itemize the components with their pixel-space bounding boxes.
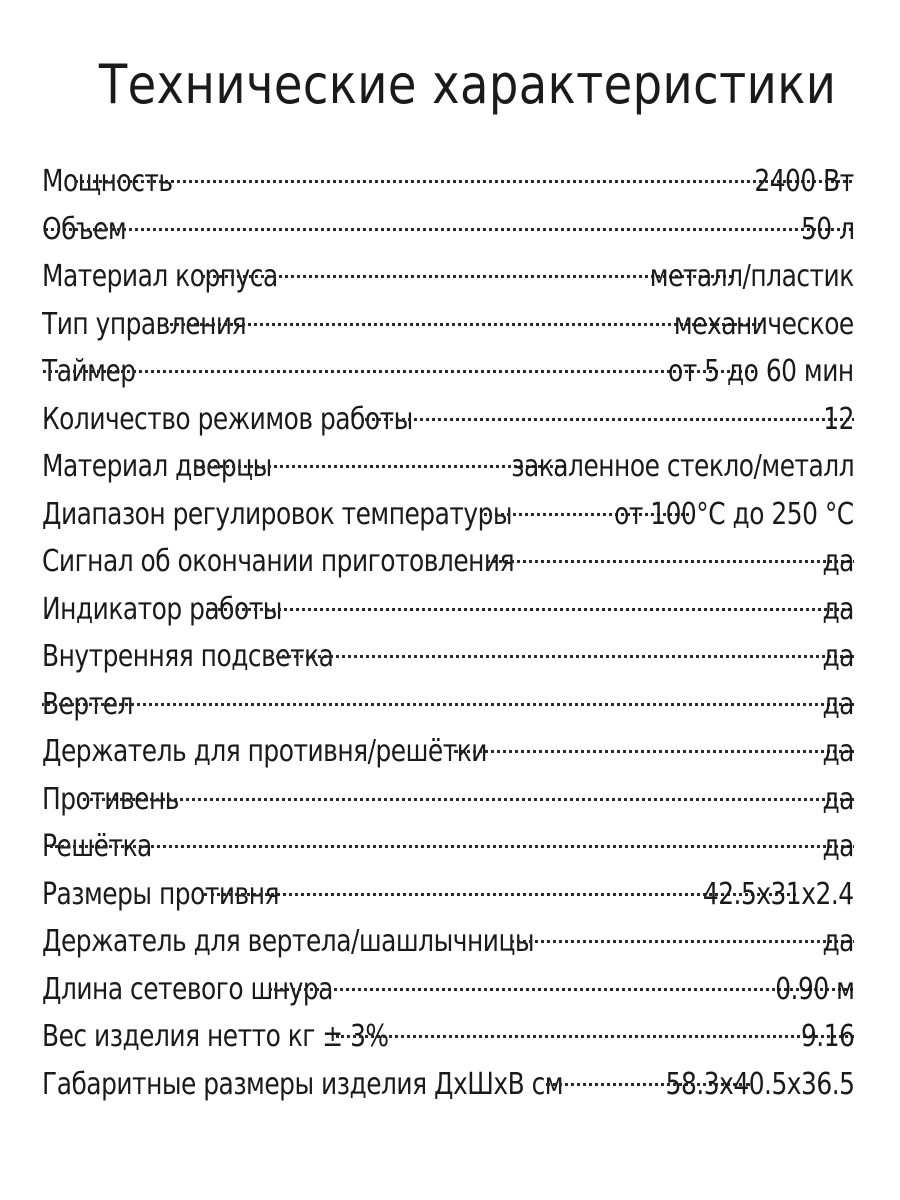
spec-row-tray-holder xyxy=(42,728,854,776)
dot-leader xyxy=(269,988,854,991)
spec-label: Индикатор работы xyxy=(42,591,282,627)
spec-label: Длина сетевого шнура xyxy=(42,971,333,1007)
spec-value: 12 xyxy=(823,401,854,437)
dot-leader xyxy=(42,370,754,373)
spec-label: Противень xyxy=(42,781,179,817)
spec-value: да xyxy=(822,734,854,769)
spec-label: Вес изделия нетто кг ± 3% xyxy=(42,1019,389,1054)
spec-row-volume xyxy=(42,206,854,254)
spec-value: да xyxy=(822,924,854,959)
spec-label: Размеры противня xyxy=(42,876,279,912)
spec-label: Решётка xyxy=(42,829,152,864)
spec-label: Диапазон регулировок температуры xyxy=(42,496,513,532)
spec-value: да xyxy=(822,591,854,627)
spec-label: Материал корпуса xyxy=(42,259,278,294)
spec-row-cord-length xyxy=(42,966,854,1014)
spec-row-control-type xyxy=(42,301,854,349)
dot-leader xyxy=(50,845,854,848)
spec-value: 42.5х31х2.4 xyxy=(703,876,854,912)
dot-leader xyxy=(207,608,854,611)
dot-leader xyxy=(511,940,854,943)
spec-value: 9.16 xyxy=(800,1019,854,1054)
dot-leader xyxy=(83,798,854,801)
spec-row-dimensions xyxy=(42,1061,854,1109)
dot-leader xyxy=(487,560,854,563)
spec-value: металл/пластик xyxy=(650,259,854,294)
spec-label: Держатель для противня/решётки xyxy=(42,734,487,769)
spec-row-indicator xyxy=(42,586,854,634)
spec-value: 50 л xyxy=(800,211,854,247)
spec-row-rotisserie xyxy=(42,681,854,729)
spec-value: закаленное стекло/металл xyxy=(511,449,854,484)
spec-value: да xyxy=(822,639,854,674)
spec-value: 0.90 м xyxy=(774,971,854,1007)
spec-row-power xyxy=(42,158,854,206)
spec-row-end-signal xyxy=(42,538,854,586)
spec-label: Вертел xyxy=(42,686,133,722)
spec-row-temperature-range xyxy=(42,491,854,539)
spec-label: Количество режимов работы xyxy=(42,401,413,437)
spec-value: от 100°С до 250 °С xyxy=(614,496,854,532)
spec-value: 58.3х40.5х36.5 xyxy=(665,1066,854,1102)
spec-value: 2400 Вт xyxy=(754,164,854,199)
spec-row-tray xyxy=(42,776,854,824)
spec-row-tray-size xyxy=(42,871,854,919)
spec-label: Держатель для вертела/шашлычницы xyxy=(42,924,535,959)
page-title: Технические характеристики xyxy=(98,53,837,116)
spec-label: Таймер xyxy=(42,354,136,389)
dot-leader xyxy=(42,228,854,231)
spec-label: Сигнал об окончании приготовления xyxy=(42,544,515,579)
dot-leader xyxy=(454,750,854,753)
spec-row-body-material xyxy=(42,253,854,301)
spec-row-interior-light xyxy=(42,633,854,681)
dot-leader xyxy=(269,655,854,658)
spec-list xyxy=(42,158,854,1108)
spec-label: Тип управления xyxy=(42,306,247,342)
spec-label: Материал дверцы xyxy=(42,449,272,484)
spec-value: да xyxy=(822,781,854,817)
dot-leader xyxy=(75,180,854,183)
spec-row-net-weight xyxy=(42,1013,854,1061)
spec-row-grill xyxy=(42,823,854,871)
dot-leader xyxy=(336,1035,854,1038)
spec-label: Мощность xyxy=(42,164,173,199)
spec-label: Внутренняя подсветка xyxy=(42,639,334,674)
dot-leader xyxy=(365,418,854,421)
spec-row-door-material xyxy=(42,443,854,491)
dot-leader xyxy=(164,323,761,326)
spec-value: от 5 до 60 мин xyxy=(668,354,854,389)
dot-leader xyxy=(42,703,854,706)
spec-label: Объем xyxy=(42,211,127,247)
spec-row-timer xyxy=(42,348,854,396)
spec-row-skewer-holder xyxy=(42,918,854,966)
spec-label: Габаритные размеры изделия ДхШхВ см xyxy=(42,1066,564,1102)
spec-value: да xyxy=(822,686,854,722)
spec-row-modes-count xyxy=(42,396,854,444)
dot-leader xyxy=(195,465,565,468)
spec-value: да xyxy=(822,829,854,864)
spec-value: механическое xyxy=(674,306,854,342)
spec-value: да xyxy=(822,544,854,579)
